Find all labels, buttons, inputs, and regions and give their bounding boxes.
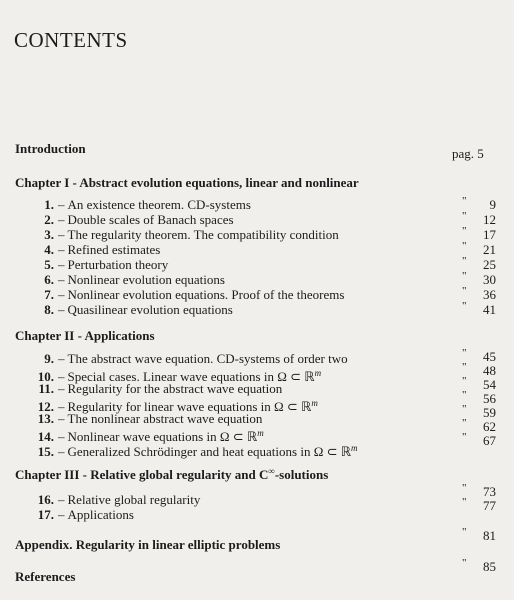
entry-title: Double scales of Banach spaces (67, 212, 234, 227)
contents-page: CONTENTS Introduction pag. 5 Chapter I - Abstract evolution equations, linear and nonlinear 1. – An existence theorem. CD-systems " 9 2. – Double scales of Banach spaces " 12 3. – The regularity theorem. The compatibility condition " 17 4. – Refined estimates " 21 5. – Perturbation theory " 25 6. – Nonlinear evolution equations " 30 7. – Nonlinear evolution equations. Proof of the theorems " 36 8. – Quasilinear evolution equations " 41 Chapter II - Applications 9. – The abstract wave equation. CD-systems of order two " 45 10. – Special cases. Linear wave equations in Ω ⊂ ℝ$^m$ " 48 11. – Regularity for the abstract wave equation " 54 12. – Regularity for linear wave equations in Ω ⊂ ℝ$^m$ " 56 13. – The nonlinear abstract wave equation " 59 14. – Nonlinear wave equations in Ω ⊂ ℝ$^m$ " 62 15. – Generalized Schrödinger and heat equations in Ω ⊂ ℝ$^m$ " 67 Chapter III - Relative global regularity and C∞-solutions 16. – Relative global regularity " 73 17. – Applications " 77 Appendix. Regularity in linear elliptic problems " 81 References " 85 (14, 28, 496, 584)
entry-title: The regularity theorem. The compatibility condition (67, 227, 339, 242)
toc-entry: 11. – Regularity for the abstract wave equation (28, 381, 398, 396)
toc-entry: 17. – Applications (28, 507, 398, 522)
toc-entry: 7. – Nonlinear evolution equations. Proof of the theorems (28, 287, 398, 302)
toc-entry: 1. – An existence theorem. CD-systems (28, 197, 398, 212)
toc-entry: 3. – The regularity theorem. The compatibility condition (28, 227, 398, 242)
entry-number: 16. (37, 492, 54, 507)
toc-entry: 13. – The nonlinear abstract wave equation (28, 411, 398, 426)
entry-number: 2. (44, 212, 54, 227)
entry-number: 3. (44, 227, 54, 242)
entry-number: 15. (37, 444, 54, 459)
entry-title: Nonlinear evolution equations (67, 272, 225, 287)
toc-entry: 4. – Refined estimates (28, 242, 398, 257)
introduction-heading: Introduction (15, 141, 86, 156)
entry-title: An existence theorem. CD-systems (67, 197, 251, 212)
toc-entry: 5. – Perturbation theory (28, 257, 398, 272)
entry-number: 9. (44, 351, 54, 366)
entry-number: 6. (44, 272, 54, 287)
entry-title: The abstract wave equation. CD-systems of order two (67, 351, 348, 366)
entry-number: 5. (44, 257, 54, 272)
entry-number: 11. (38, 381, 54, 396)
entry-title: Regularity for the abstract wave equation (67, 381, 283, 396)
entry-title: Relative global regularity (67, 492, 201, 507)
entry-title: Special cases. Linear wave equations in Ω ⊂ ℝ (67, 369, 315, 384)
toc-entry: 14. – Nonlinear wave equations in Ω ⊂ ℝ$^m$ (28, 426, 398, 444)
entry-number: 12. (37, 399, 54, 414)
superscript: m (351, 443, 358, 453)
toc-entry: 12. – Regularity for linear wave equations in Ω ⊂ ℝ$^m$ (28, 396, 398, 414)
entry-title: Applications (67, 507, 134, 522)
page-title: CONTENTS (14, 28, 128, 52)
references-heading: References (15, 569, 76, 584)
toc-entry: 2. – Double scales of Banach spaces (28, 212, 398, 227)
entry-number: 10. (37, 369, 54, 384)
entry-number: 14. (37, 429, 54, 444)
toc-entry: 6. – Nonlinear evolution equations (28, 272, 398, 287)
chapter-2-heading: Chapter II - Applications (15, 328, 155, 343)
superscript: m (257, 428, 264, 438)
entry-number: 7. (44, 287, 54, 302)
entry-title: Nonlinear evolution equations. Proof of the theorems (67, 287, 345, 302)
chapter-1-heading: Chapter I - Abstract evolution equations, linear and nonlinear (15, 175, 359, 190)
toc-entry: 15. – Generalized Schrödinger and heat equations in Ω ⊂ ℝ$^m$ (28, 441, 398, 459)
entry-title: Generalized Schrödinger and heat equations in Ω ⊂ ℝ (67, 444, 352, 459)
entry-title: The nonlinear abstract wave equation (67, 411, 263, 426)
entry-number: 13. (37, 411, 54, 426)
entry-number: 8. (44, 302, 54, 317)
toc-entry: 10. – Special cases. Linear wave equations in Ω ⊂ ℝ$^m$ (28, 366, 398, 384)
superscript: m (311, 398, 318, 408)
chapter-3-heading: Chapter III - Relative global regularity and C∞-solutions (15, 466, 329, 482)
toc-entry: 8. – Quasilinear evolution equations (28, 302, 398, 317)
appendix-heading: Appendix. Regularity in linear elliptic problems (15, 537, 281, 552)
entry-number: 17. (37, 507, 54, 522)
toc-entry: 16. – Relative global regularity (28, 492, 398, 507)
entry-title: Perturbation theory (67, 257, 169, 272)
entry-title: Refined estimates (67, 242, 161, 257)
entry-title: Regularity for linear wave equations in Ω ⊂ ℝ (67, 399, 312, 414)
introduction-page: pag. 5 (452, 146, 484, 161)
entry-title: Quasilinear evolution equations (67, 302, 233, 317)
entry-number: 4. (44, 242, 54, 257)
toc-entry: 9. – The abstract wave equation. CD-systems of order two (28, 351, 398, 366)
entry-number: 1. (44, 197, 54, 212)
superscript: m (314, 368, 322, 378)
entry-title: Nonlinear wave equations in Ω ⊂ ℝ (67, 429, 258, 444)
